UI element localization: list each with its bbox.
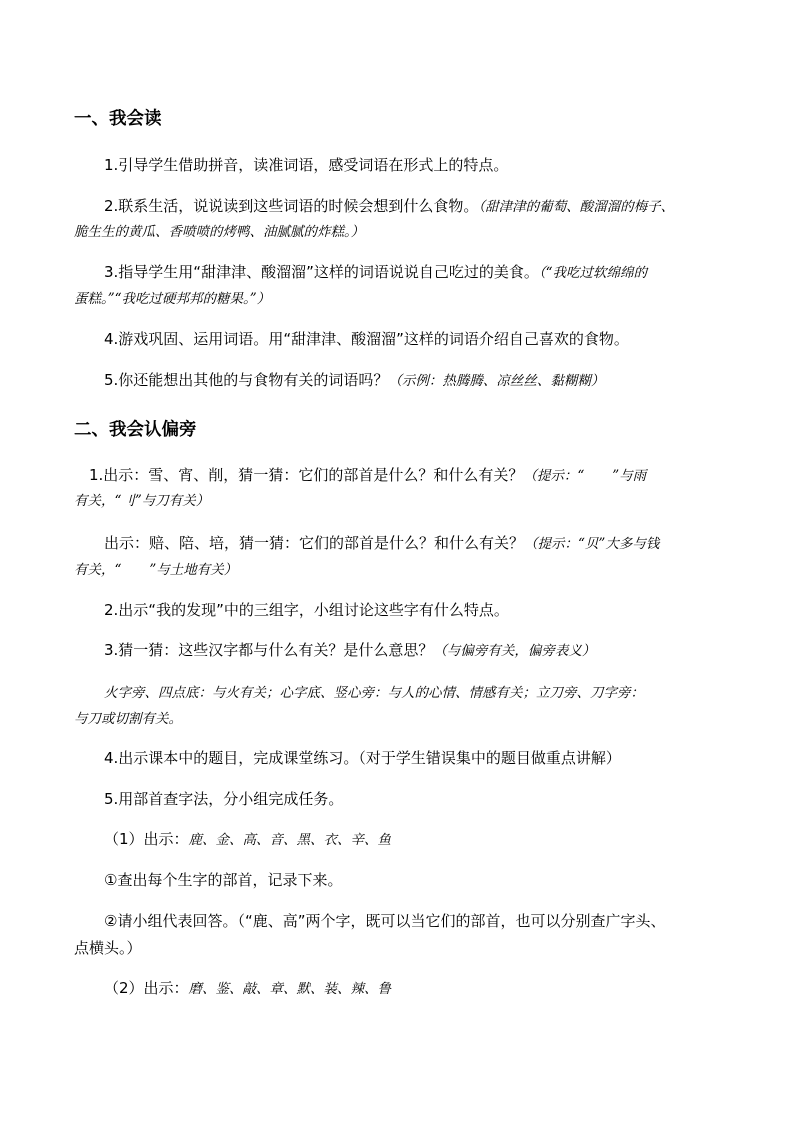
section-heading-1: 一、我会读	[74, 109, 162, 129]
sub-item-2	[104, 978, 391, 999]
paragraph-2-3-detail-b: 与刀或切割有关。	[74, 711, 182, 727]
paragraph-2-1d-note-b1: 有关，“	[74, 562, 122, 578]
sub-item-1	[104, 829, 391, 850]
paragraph-1-2-main: 2.联系生活，说说读到这些词语的时候会想到什么食物。	[104, 197, 479, 215]
paragraph-2-1c-main: 出示：赔、陪、培，猜一猜：它们的部首是什么？和什么有关？	[104, 534, 525, 552]
paragraph-2-5: 5.用部首查字法，分小组完成任务。	[104, 790, 344, 808]
paragraph-2-1c-note: （提示：“贝”大多与钱	[524, 536, 660, 552]
step-2b: 点横头。）	[74, 939, 142, 957]
paragraph-2-4-main: 4.出示课本中的题目，完成课堂练习。	[104, 749, 359, 767]
paragraph-2-3-main: 3.猜一猜：这些汉字都与什么有关？是什么意思？	[104, 641, 434, 659]
paragraph-2-3-detail-a: 火字旁、四点底：与火有关；心字底、竖心旁：与人的心情、情感有关；立刀旁、刀字旁：	[104, 685, 644, 701]
sub-item-2-chars: 磨、鉴、敲、章、默、装、辣、鲁	[188, 981, 392, 997]
paragraph-2-1-note-a1: （提示：“	[523, 468, 585, 484]
paragraph-2-1-main: 1.出示：雪、宵、削，猜一猜：它们的部首是什么？和什么有关？	[89, 466, 524, 484]
paragraph-2-1-note-a2: ”与雨	[612, 468, 647, 484]
paragraph-1-2a	[104, 196, 674, 217]
sub-item-1-chars: 鹿、金、高、音、黑、衣、辛、鱼	[188, 832, 392, 848]
paragraph-2-1c	[104, 533, 659, 554]
paragraph-2-3-note: （与偏旁有关，偏旁表义）	[433, 643, 596, 659]
paragraph-1-4: 4.游戏巩固、运用词语。用“甜津津、酸溜溜”这样的词语介绍自己喜欢的食物。	[104, 330, 629, 348]
sub-item-2-label: （2）出示：	[104, 979, 189, 997]
paragraph-2-4-note: （对于学生错误集中的题目做重点讲解）	[358, 749, 621, 767]
paragraph-1-3-note: （“我吃过软绵绵的	[538, 265, 648, 281]
paragraph-1-3-main: 3.指导学生用“甜津津、酸溜溜”这样的词语说说自己吃过的美食。	[104, 263, 539, 281]
paragraph-1-2-note: （甜津津的葡萄、酸溜溜的梅子、	[478, 199, 675, 215]
step-1: ①查出每个生字的部首，记录下来。	[104, 871, 343, 889]
paragraph-1-1: 1.引导学生借助拼音，读准词语，感受词语在形式上的特点。	[104, 156, 509, 174]
paragraph-2-1b: 有关，“刂”与刀有关）	[74, 493, 210, 509]
paragraph-1-2b: 脆生生的黄瓜、香喷喷的烤鸭、油腻腻的炸糕。）	[74, 224, 365, 240]
paragraph-2-4	[104, 748, 621, 768]
paragraph-1-3a	[104, 262, 647, 283]
paragraph-1-5	[104, 370, 604, 391]
paragraph-1-3b: 蛋糕。”“我吃过硬邦邦的糖果。”）	[74, 291, 271, 307]
sub-item-1-label: （1）出示：	[104, 830, 189, 848]
paragraph-2-2: 2.出示“我的发现”中的三组字，小组讨论这些字有什么特点。	[104, 601, 509, 619]
paragraph-1-5-main: 5.你还能想出其他的与食物有关的词语吗？	[104, 371, 389, 389]
paragraph-2-1d-note-b2: ”与土地有关）	[149, 562, 238, 578]
paragraph-2-1a	[89, 465, 646, 486]
paragraph-1-5-note: （示例：热腾腾、凉丝丝、黏糊糊）	[388, 373, 605, 389]
step-2a: ②请小组代表回答。（“鹿、高”两个字，既可以当它们的部首，也可以分别查广字头、	[104, 912, 666, 930]
paragraph-2-1d	[74, 560, 237, 580]
section-heading-2: 二、我会认偏旁	[74, 420, 197, 440]
paragraph-2-3	[104, 640, 595, 661]
